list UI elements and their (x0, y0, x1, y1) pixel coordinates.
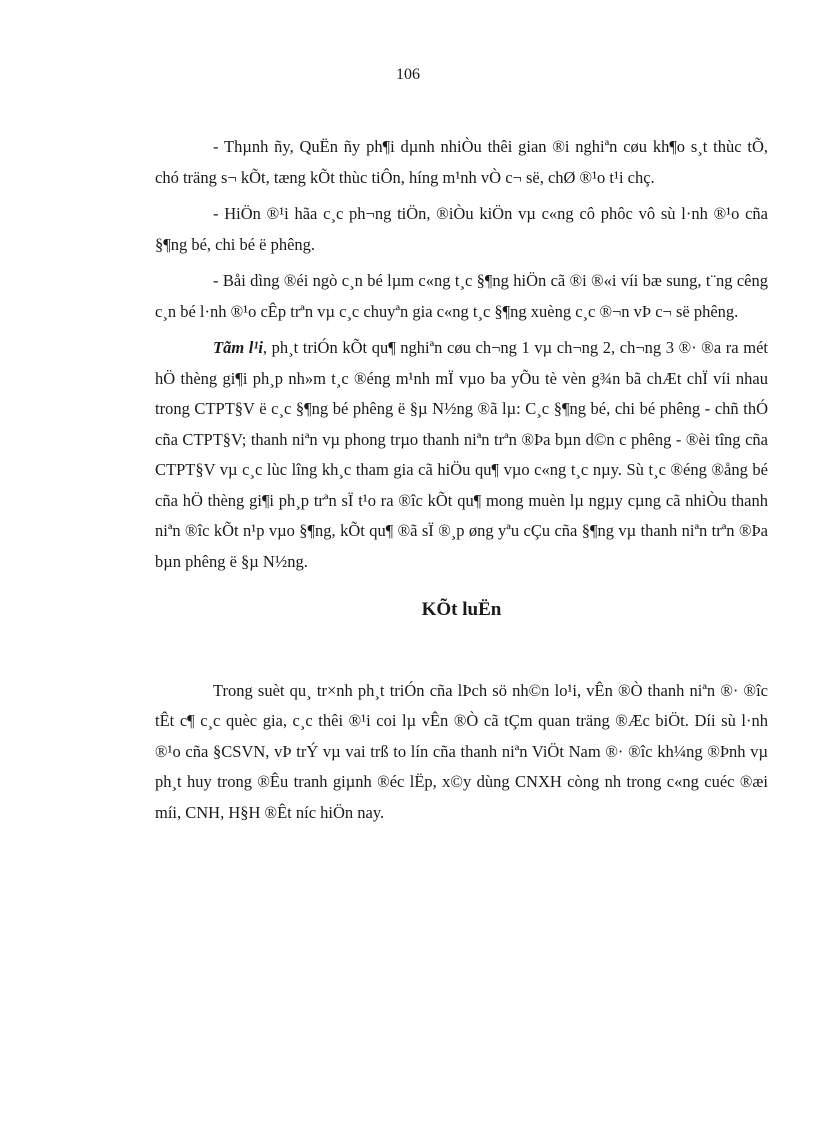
paragraph-train-cadres: - Båi dìng ®éi ngò c¸n bé lµm c«ng t¸c §¶ng hiÖn cã ®i ®«i víi bæ sung, t¨ng cêng c¸n bé l·nh ®¹o cÊp trªn vµ c¸c chuyªn gia c«ng t¸c §¶ng xuèng c¸c ®¬n vÞ c¬ së phêng. (155, 271, 768, 321)
section-heading-conclusion: KÕt luËn (421, 599, 502, 620)
body-text (155, 132, 768, 828)
paragraph-modernize-tools: - HiÖn ®¹i hãa c¸c ph¬ng tiÖn, ®iÒu kiÖn vµ c«ng cô phôc vô sù l·nh ®¹o cña §¶ng bé, chi bé ë phêng. (155, 204, 768, 254)
summary-lead: Tãm l¹i (213, 338, 263, 357)
page-number: 106 (396, 66, 420, 83)
paragraph-party-committee: - Thµnh ñy, QuËn ñy ph¶i dµnh nhiÒu thêi gian ®i nghiªn cøu kh¶o s¸t thùc tÕ, chó träng s¬ kÕt, tæng kÕt thùc tiÔn, híng m¹nh vÒ c¬ së, chØ ®¹o t¹i chç. (155, 137, 768, 187)
paragraph-conclusion: Trong suèt qu¸ tr×nh ph¸t triÓn cña lÞch sö nh©n lo¹i, vÊn ®Ò thanh niªn ®· ®îc tÊt c¶ c¸c quèc gia, c¸c thêi ®¹i coi lµ vÊn ®Ò cã tÇm quan träng ®Æc biÖt. Díi sù l·nh ®¹o cña §CSVN, vÞ trÝ vµ vai trß to lín cña thanh niªn ViÖt Nam ®· ®îc kh¼ng ®Þnh vµ ph¸t huy trong ®Êu tranh giµnh ®éc lËp, x©y dùng CNXH còng nh trong c«ng cuéc ®æi míi, CNH, H§H ®Êt níc hiÖn nay. (155, 680, 768, 822)
summary-text: , ph¸t triÓn kÕt qu¶ nghiªn cøu ch¬ng 1 vµ ch¬ng 2, ch¬ng 3 ®· ®a ra mét hÖ thèng gi¶i ph¸p nh»m t¸c ®éng m¹nh mÏ vµo ba yÕu tè vèn g¾n bã chÆt chÏ víi nhau trong CTPT§V ë c¸c §¶ng bé phêng ë §µ N½ng ®ã lµ: C¸c §¶ng bé, chi bé phêng - chñ thÓ cña CTPT§V; thanh niªn vµ phong trµo thanh niªn trªn ®Þa bµn d©n c phêng - ®èi tîng cña CTPT§V vµ c¸c lùc lîng kh¸c tham gia cã hiÖu qu¶ vµo c«ng t¸c nµy. Sù t¸c ®éng ®ång bé cña hÖ thèng gi¶i ph¸p trªn sÏ t¹o ra ®îc kÕt qu¶ mong muèn lµ ngµy cµng cã nhiÒu thanh niªn ®îc kÕt n¹p vµo §¶ng, kÕt qu¶ ®ã sÏ ®¸p øng yªu cÇu cña §¶ng vµ thanh niªn trªn ®Þa bµn phêng ë §µ N½ng. (155, 338, 768, 571)
paragraph-summary (155, 333, 768, 577)
